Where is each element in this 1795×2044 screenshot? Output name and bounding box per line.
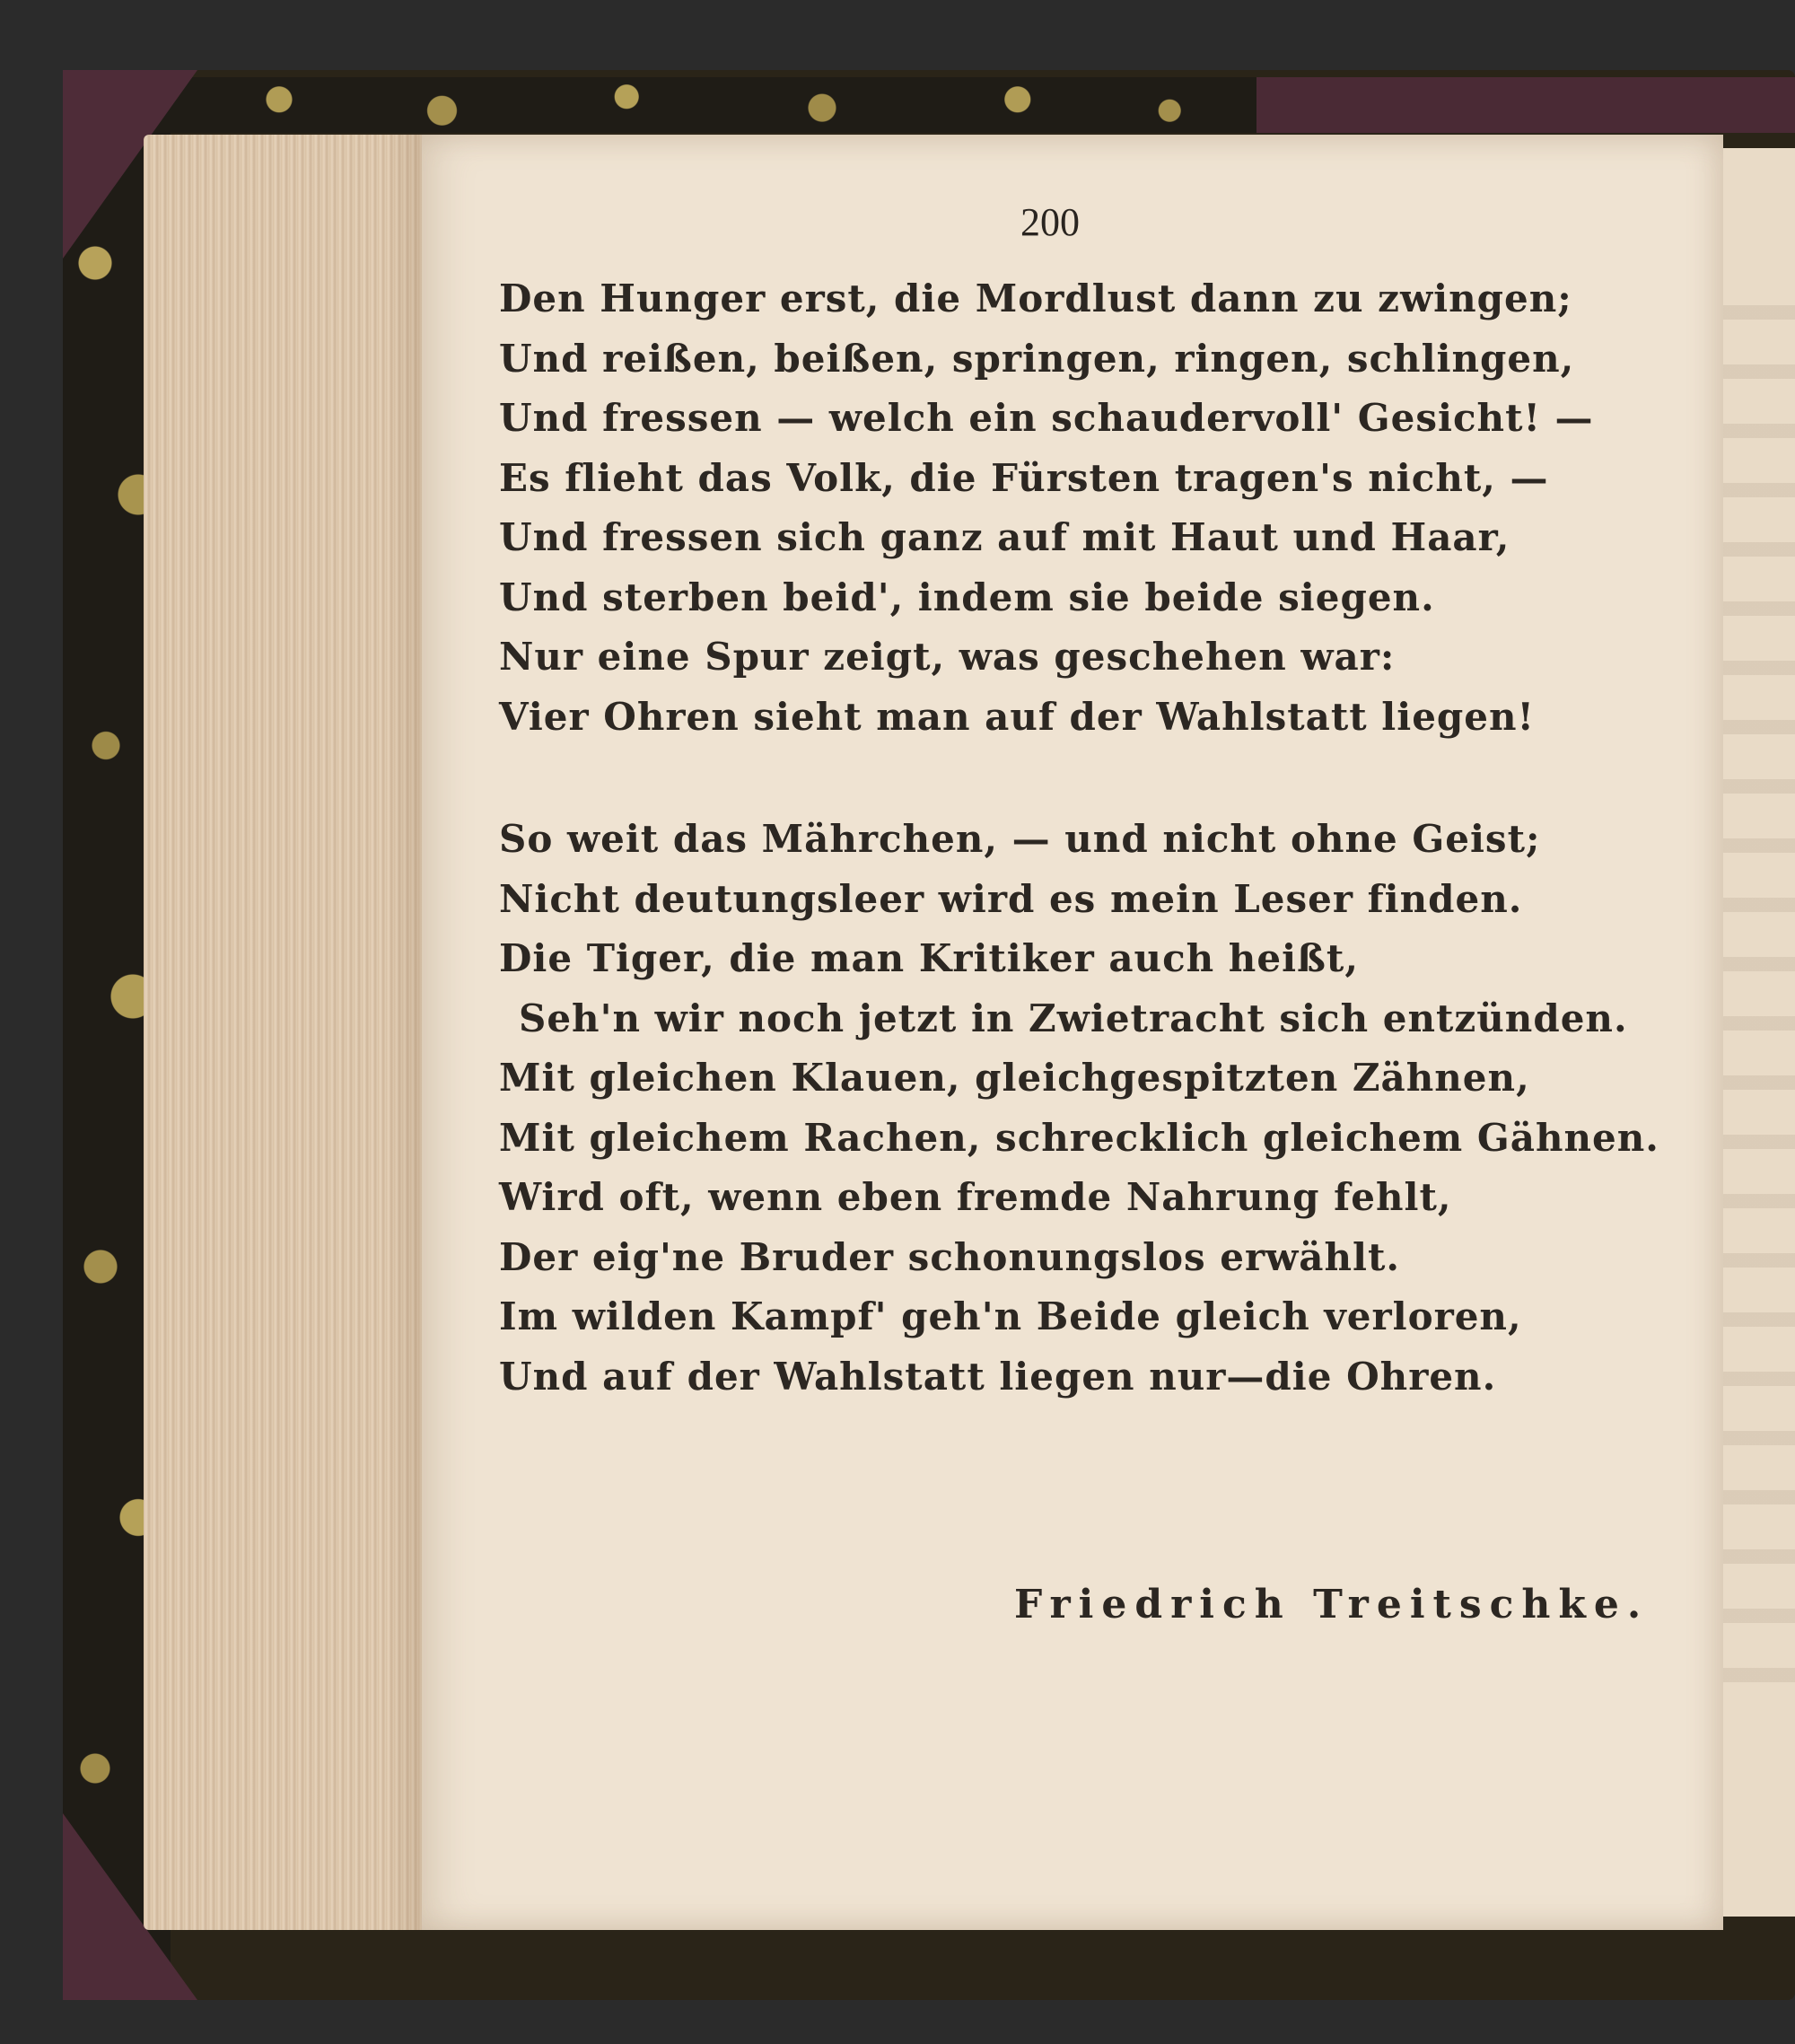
poem-line: Den Hunger erst, die Mordlust dann zu zwingen; bbox=[499, 276, 1572, 320]
poem-line: Die Tiger, die man Kritiker auch heißt, bbox=[499, 936, 1359, 980]
poem-line: Es flieht das Volk, die Fürsten tragen's nicht, — bbox=[499, 455, 1549, 500]
marbled-board-top bbox=[171, 77, 1256, 133]
poem-line: Und auf der Wahlstatt liegen nur—die Ohren. bbox=[499, 1354, 1497, 1399]
poem-line: Wird oft, wenn eben fremde Nahrung fehlt, bbox=[499, 1175, 1452, 1219]
poem-line: Seh'n wir noch jetzt in Zwietracht sich entzünden. bbox=[519, 996, 1628, 1040]
poem-line: Nur eine Spur zeigt, was geschehen war: bbox=[499, 635, 1396, 679]
stanza-1 bbox=[499, 269, 1594, 747]
poem-line: Und sterben beid', indem sie beide siegen. bbox=[499, 575, 1435, 619]
stanza-2 bbox=[499, 810, 1659, 1407]
poem-line: Im wilden Kampf' geh'n Beide gleich verloren, bbox=[499, 1294, 1522, 1338]
poem-line: Der eig'ne Bruder schonungslos erwählt. bbox=[499, 1234, 1401, 1279]
bleed-through-text bbox=[1723, 269, 1795, 1706]
stanza-gap bbox=[499, 747, 1504, 810]
poem-line: Und reißen, beißen, springen, ringen, schlingen, bbox=[499, 336, 1575, 381]
poem-line: Und fressen sich ganz auf mit Haut und Haar, bbox=[499, 515, 1510, 559]
poem-line: Vier Ohren sieht man auf der Wahlstatt liegen! bbox=[499, 694, 1535, 739]
author-signature: Friedrich Treitschke. bbox=[1014, 1582, 1650, 1627]
page-number: 200 bbox=[1020, 200, 1080, 244]
poem-line: Mit gleichen Klauen, gleichgespitzten Zähnen, bbox=[499, 1056, 1530, 1100]
leather-spine-top bbox=[1256, 77, 1795, 133]
poem-line: So weit das Mährchen, — und nicht ohne Geist; bbox=[499, 817, 1541, 861]
poem-text bbox=[499, 269, 1659, 1407]
poem-line: Mit gleichem Rachen, schrecklich gleichem Gähnen. bbox=[499, 1115, 1659, 1160]
poem-line: Und fressen — welch ein schaudervoll' Gesicht! — bbox=[499, 396, 1594, 440]
poem-line: Nicht deutungsleer wird es mein Leser finden. bbox=[499, 876, 1523, 921]
